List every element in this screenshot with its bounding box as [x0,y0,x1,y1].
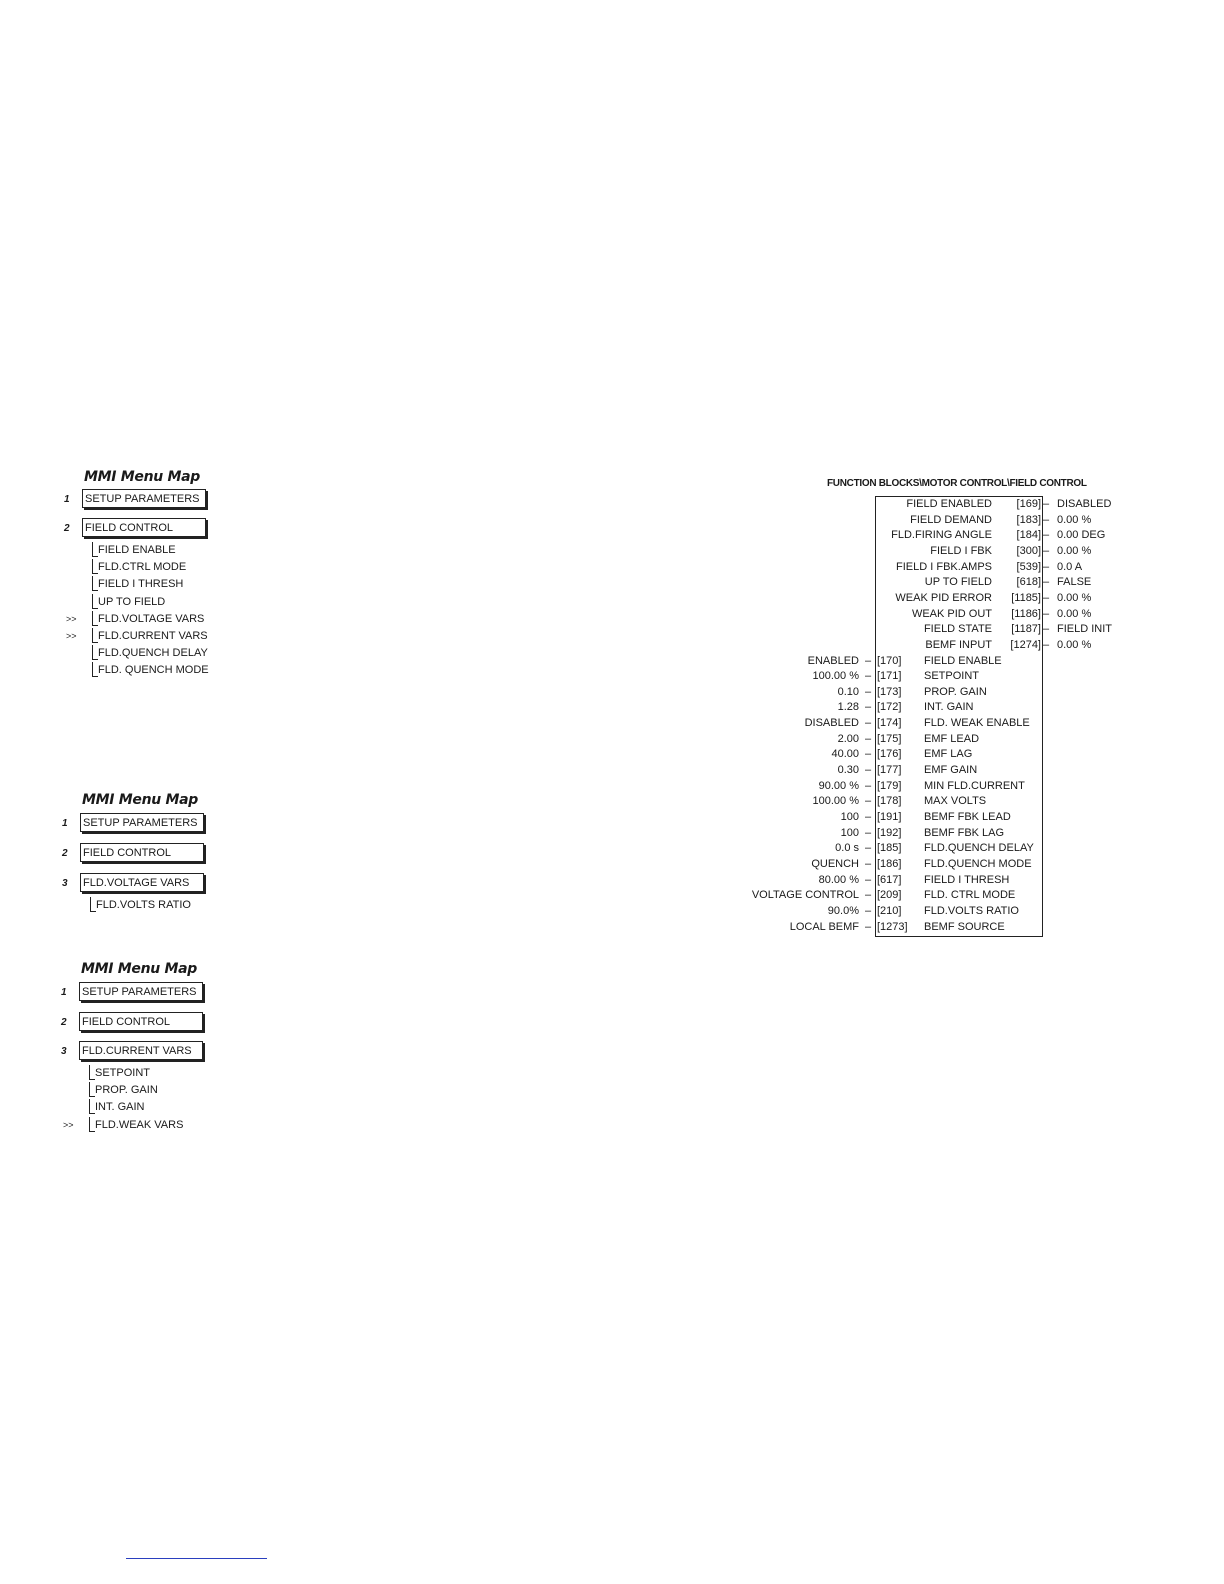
output-connector: – [1043,513,1050,526]
input-connector: – [865,904,872,917]
input-parameter-value: 90.0% [827,904,859,917]
menu-item-label: FLD.VOLTAGE VARS [98,612,205,625]
menu-level-box[interactable]: FIELD CONTROL [82,518,206,537]
output-parameter-tag: [1274] [1010,638,1041,651]
menu-level-number: 3 [62,878,68,889]
input-parameter-value: 80.00 % [818,873,859,886]
menu-item-label: FIELD I THRESH [98,578,184,591]
input-parameter-tag: [171] [877,670,902,683]
input-parameter-row[interactable] [0,764,1224,780]
mmi-menu-map-title: MMI Menu Map [84,469,200,485]
output-parameter-name: FLD.FIRING ANGLE [891,529,992,542]
output-connector: – [1043,623,1050,636]
output-parameter-row[interactable] [0,623,1224,639]
input-parameter-name: FIELD ENABLE [924,654,1002,667]
input-parameter-value: LOCAL BEMF [789,920,859,933]
output-parameter-tag: [300] [1016,544,1041,557]
output-connector: – [1043,544,1050,557]
output-parameter-name: WEAK PID OUT [911,607,992,620]
output-parameter-tag: [539] [1016,560,1041,573]
menu-level-number: 1 [64,494,70,505]
input-connector: – [865,889,872,902]
input-parameter-name: EMF GAIN [924,764,978,777]
input-parameter-value: 2.00 [837,732,859,745]
input-parameter-name: EMF LEAD [924,732,980,745]
input-connector: – [865,732,872,745]
output-parameter-tag: [1185] [1011,591,1041,604]
menu-item-label: UP TO FIELD [98,595,166,608]
output-parameter-row[interactable] [0,639,1224,655]
menu-level-number: 2 [61,1017,67,1028]
input-parameter-name: MAX VOLTS [924,795,987,808]
input-connector: – [865,717,872,730]
input-parameter-name: FLD.QUENCH MODE [924,857,1032,870]
menu-level-box[interactable]: SETUP PARAMETERS [80,813,204,832]
output-parameter-row[interactable] [0,592,1224,608]
output-parameter-value: DISABLED [1057,498,1112,510]
input-parameter-value: 40.00 [831,748,859,761]
input-parameter-tag: [1273] [877,920,908,933]
input-parameter-tag: [191] [877,811,902,823]
menu-item-label: FLD.CURRENT VARS [98,629,208,642]
input-connector: – [865,748,872,761]
input-parameter-value: 0.10 [837,685,859,698]
input-parameter-row[interactable] [0,889,1224,905]
menu-level-box[interactable]: SETUP PARAMETERS [79,982,203,1001]
input-connector: – [865,873,872,886]
output-parameter-value: 0.00 % [1057,638,1092,651]
output-parameter-value: FIELD INIT [1057,623,1113,636]
input-parameter-tag: [176] [877,748,902,761]
input-connector: – [865,685,872,698]
output-parameter-tag: [184] [1016,529,1041,542]
output-connector: – [1043,560,1050,573]
menu-item-label: PROP. GAIN [95,1084,158,1097]
input-parameter-value: ENABLED [807,654,859,667]
output-parameter-name: UP TO FIELD [924,576,992,589]
output-parameter-name: FIELD ENABLED [906,498,992,510]
input-parameter-value: VOLTAGE CONTROL [751,889,859,902]
input-parameter-name: PROP. GAIN [924,685,987,698]
input-parameter-name: BEMF SOURCE [924,920,1005,933]
mmi-menu-map-3 [61,961,251,1136]
output-parameter-name: FIELD DEMAND [910,513,992,526]
mmi-menu-map-title: MMI Menu Map [81,961,197,977]
input-connector: – [865,795,872,808]
input-parameter-tag: [210] [877,904,902,917]
output-parameter-name: FIELD I FBK [930,544,992,557]
menu-level-box[interactable]: SETUP PARAMETERS [82,489,206,508]
output-parameter-value: 0.00 % [1057,591,1092,604]
output-parameter-value: 0.00 DEG [1057,529,1106,542]
input-parameter-name: FLD. CTRL MODE [924,889,1016,902]
menu-item-label: FIELD ENABLE [98,544,176,556]
input-parameter-value: 0.30 [837,764,859,777]
input-parameter-tag: [174] [877,717,902,730]
input-connector: – [865,764,872,777]
menu-level-box[interactable]: FIELD CONTROL [80,843,204,862]
menu-level-number: 1 [62,818,68,829]
input-parameter-row[interactable] [0,655,1224,671]
footer-link-underline [126,1558,267,1559]
menu-item-label: INT. GAIN [95,1101,145,1114]
input-parameter-tag: [192] [877,826,902,839]
menu-item-label: FLD.QUENCH DELAY [98,647,208,660]
input-parameter-tag: [178] [877,795,902,808]
input-parameter-row[interactable] [0,874,1224,890]
input-parameter-tag: [617] [877,873,902,886]
output-parameter-row[interactable] [0,529,1224,545]
output-parameter-tag: [183] [1016,513,1041,526]
input-parameter-name: FLD.VOLTS RATIO [924,904,1019,917]
input-parameter-value: 100.00 % [812,795,859,808]
input-parameter-tag: [170] [877,654,902,667]
input-parameter-row[interactable] [0,701,1224,717]
input-parameter-value: DISABLED [804,717,859,730]
input-parameter-name: BEMF FBK LAG [924,826,1005,839]
input-connector: – [865,920,872,933]
input-parameter-name: FLD. WEAK ENABLE [924,717,1030,730]
menu-item-label: FLD.WEAK VARS [95,1118,184,1131]
input-parameter-name: MIN FLD.CURRENT [924,779,1025,792]
input-parameter-name: EMF LAG [924,748,973,761]
output-parameter-value: 0.00 % [1057,544,1092,557]
output-parameter-row[interactable] [0,498,1224,514]
output-connector: – [1043,529,1050,542]
input-connector: – [865,826,872,839]
output-connector: – [1043,607,1050,620]
mmi-menu-map-title: MMI Menu Map [82,792,198,808]
input-connector: – [865,670,872,683]
input-parameter-row[interactable] [0,717,1224,733]
input-parameter-row[interactable] [0,842,1224,858]
input-parameter-value: 100 [840,826,859,839]
input-parameter-name: FIELD I THRESH [924,873,1010,886]
menu-level-number: 1 [61,987,67,998]
input-parameter-tag: [185] [877,842,902,855]
input-parameter-row[interactable] [0,686,1224,702]
output-parameter-name: FIELD STATE [923,623,992,636]
output-connector: – [1043,498,1050,510]
input-parameter-name: INT. GAIN [924,701,974,714]
input-parameter-value: 100.00 % [812,670,859,683]
input-parameter-row[interactable] [0,811,1224,827]
input-parameter-name: FLD.QUENCH DELAY [924,842,1034,855]
input-parameter-tag: [186] [877,857,902,870]
input-parameter-row[interactable] [0,780,1224,796]
input-parameter-row[interactable] [0,733,1224,749]
output-parameter-value: 0.00 % [1057,513,1092,526]
submenu-marker: >> [66,613,77,624]
input-parameter-row[interactable] [0,905,1224,921]
input-parameter-value: 90.00 % [818,779,859,792]
menu-item-label: FLD.VOLTS RATIO [96,899,191,911]
input-parameter-row[interactable] [0,827,1224,843]
input-parameter-name: SETPOINT [924,670,980,683]
output-parameter-row[interactable] [0,608,1224,624]
menu-item-label: FLD. QUENCH MODE [98,664,209,677]
input-parameter-row[interactable] [0,748,1224,764]
input-parameter-tag: [179] [877,779,902,792]
output-parameter-value: 0.00 % [1057,607,1092,620]
output-parameter-row[interactable] [0,545,1224,561]
menu-item-label: SETPOINT [95,1067,151,1079]
submenu-marker: >> [63,1119,74,1130]
input-connector: – [865,779,872,792]
output-parameter-row[interactable] [0,514,1224,530]
input-parameter-row[interactable] [0,795,1224,811]
output-parameter-name: BEMF INPUT [925,638,992,651]
menu-level-box[interactable]: FIELD CONTROL [79,1012,203,1031]
output-parameter-value: FALSE [1057,576,1092,589]
output-connector: – [1043,638,1050,651]
input-parameter-tag: [175] [877,732,902,745]
menu-level-number: 3 [61,1046,67,1057]
input-parameter-tag: [173] [877,685,902,698]
menu-level-box[interactable]: FLD.VOLTAGE VARS [80,873,204,892]
output-parameter-tag: [618] [1016,576,1041,589]
menu-level-number: 2 [62,848,68,859]
input-parameter-tag: [172] [877,701,902,714]
output-connector: – [1043,591,1050,604]
function-block-title: FUNCTION BLOCKS\MOTOR CONTROL\FIELD CONTROL [827,478,1087,489]
input-parameter-name: BEMF FBK LEAD [924,811,1011,823]
input-connector: – [865,842,872,855]
output-parameter-tag: [169] [1016,498,1041,510]
input-connector: – [865,701,872,714]
menu-item-label: FLD.CTRL MODE [98,561,187,574]
output-parameter-name: WEAK PID ERROR [895,591,992,604]
menu-level-number: 2 [64,523,70,534]
input-connector: – [865,857,872,870]
output-parameter-name: FIELD I FBK.AMPS [896,560,992,573]
input-parameter-row[interactable] [0,670,1224,686]
input-connector: – [865,654,872,667]
input-connector: – [865,811,872,823]
input-parameter-row[interactable] [0,858,1224,874]
output-parameter-tag: [1186] [1011,607,1041,620]
menu-level-box[interactable]: FLD.CURRENT VARS [79,1041,203,1060]
input-parameter-value: QUENCH [811,857,859,870]
input-parameter-tag: [177] [877,764,902,777]
output-parameter-tag: [1187] [1011,623,1041,636]
output-parameter-row[interactable] [0,576,1224,592]
input-parameter-tag: [209] [877,889,902,902]
output-parameter-row[interactable] [0,561,1224,577]
submenu-marker: >> [66,630,77,641]
output-connector: – [1043,576,1050,589]
input-parameter-value: 100 [840,811,859,823]
output-parameter-value: 0.0 A [1057,560,1083,573]
input-parameter-row[interactable] [0,921,1224,937]
input-parameter-value: 1.28 [837,701,859,714]
input-parameter-value: 0.0 s [835,842,859,855]
